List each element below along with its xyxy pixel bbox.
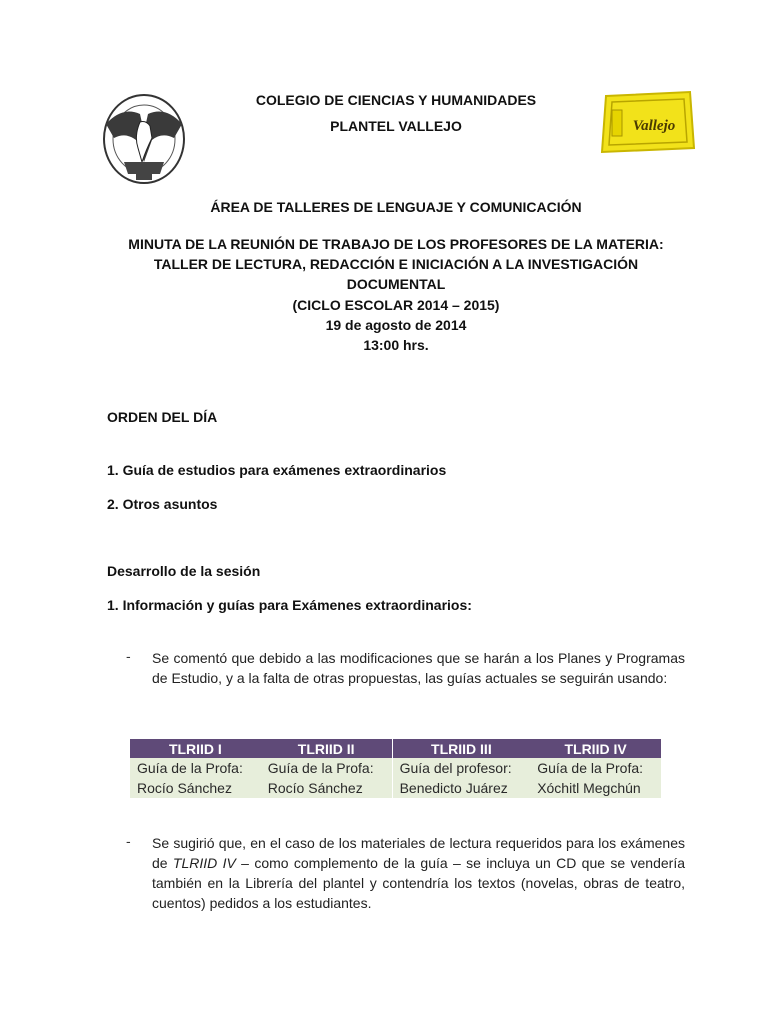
table-cell: Rocío Sánchez [261,778,392,798]
table-row [130,758,661,778]
minuta-line-4: (CICLO ESCOLAR 2014 – 2015) [292,296,500,313]
table-row [130,778,661,798]
minuta-heading [100,234,692,355]
table-header-row [130,739,661,758]
table-cell: Rocío Sánchez [130,778,261,798]
paragraph-text: – como complemento de la guía – se incluya un CD que se vendería también en la Librería del plantel y contendría los textos (novelas, obras de teatro, cuentos) pedidos a los estudiantes. [152,855,685,911]
minuta-line-3: DOCUMENTAL [346,276,446,293]
table-cell: Benedicto Juárez [392,778,530,798]
meeting-time: 13:00 hrs. [363,337,429,354]
paragraph-text: Se sugirió que, en el caso de los materiales de lectura requeridos para los exámenes de [152,835,685,871]
guides-table [130,739,661,798]
table-cell: Guía del profesor: [392,758,530,778]
desarrollo-title: Desarrollo de la sesión [107,563,261,579]
vallejo-logo-text: Vallejo [632,118,676,134]
table-header-cell: TLRIID III [392,739,530,758]
bullet-dash: - [126,648,131,664]
bullet-paragraph-2 [152,833,685,913]
table-header-cell: TLRIID II [261,739,392,758]
desarrollo-subtitle: 1. Información y guías para Exámenes extraordinarios: [107,597,472,613]
agenda-item-2: 2. Otros asuntos [107,496,218,512]
agenda-item-1: 1. Guía de estudios para exámenes extraordinarios [107,462,447,478]
table-cell: Guía de la Profa: [261,758,392,778]
orden-title: ORDEN DEL DÍA [107,409,218,425]
area-title: ÁREA DE TALLERES DE LENGUAJE Y COMUNICACIÓN [210,199,582,215]
minuta-line-2: TALLER DE LECTURA, REDACCIÓN E INICIACIÓN A LA INVESTIGACIÓN [153,256,639,273]
institution-title: COLEGIO DE CIENCIAS Y HUMANIDADES [255,92,537,108]
table-cell: Xóchitl Megchún [530,778,661,798]
table-cell: Guía de la Profa: [130,758,261,778]
bullet-paragraph-1: Se comentó que debido a las modificaciones que se harán a los Planes y Programas de Estudio, y a la falta de otras propuestas, las guías actuales se seguirán usando: [152,650,685,686]
minuta-line-1: MINUTA DE LA REUNIÓN DE TRABAJO DE LOS PROFESORES DE LA MATERIA: [128,236,664,252]
meeting-date: 19 de agosto de 2014 [325,316,467,333]
table-cell: Guía de la Profa: [530,758,661,778]
table-header-cell: TLRIID IV [530,739,661,758]
campus-title: PLANTEL VALLEJO [330,118,462,134]
course-name-emphasis: TLRIID IV [172,855,236,871]
bullet-dash: - [126,833,131,849]
table-header-cell: TLRIID I [130,739,261,758]
